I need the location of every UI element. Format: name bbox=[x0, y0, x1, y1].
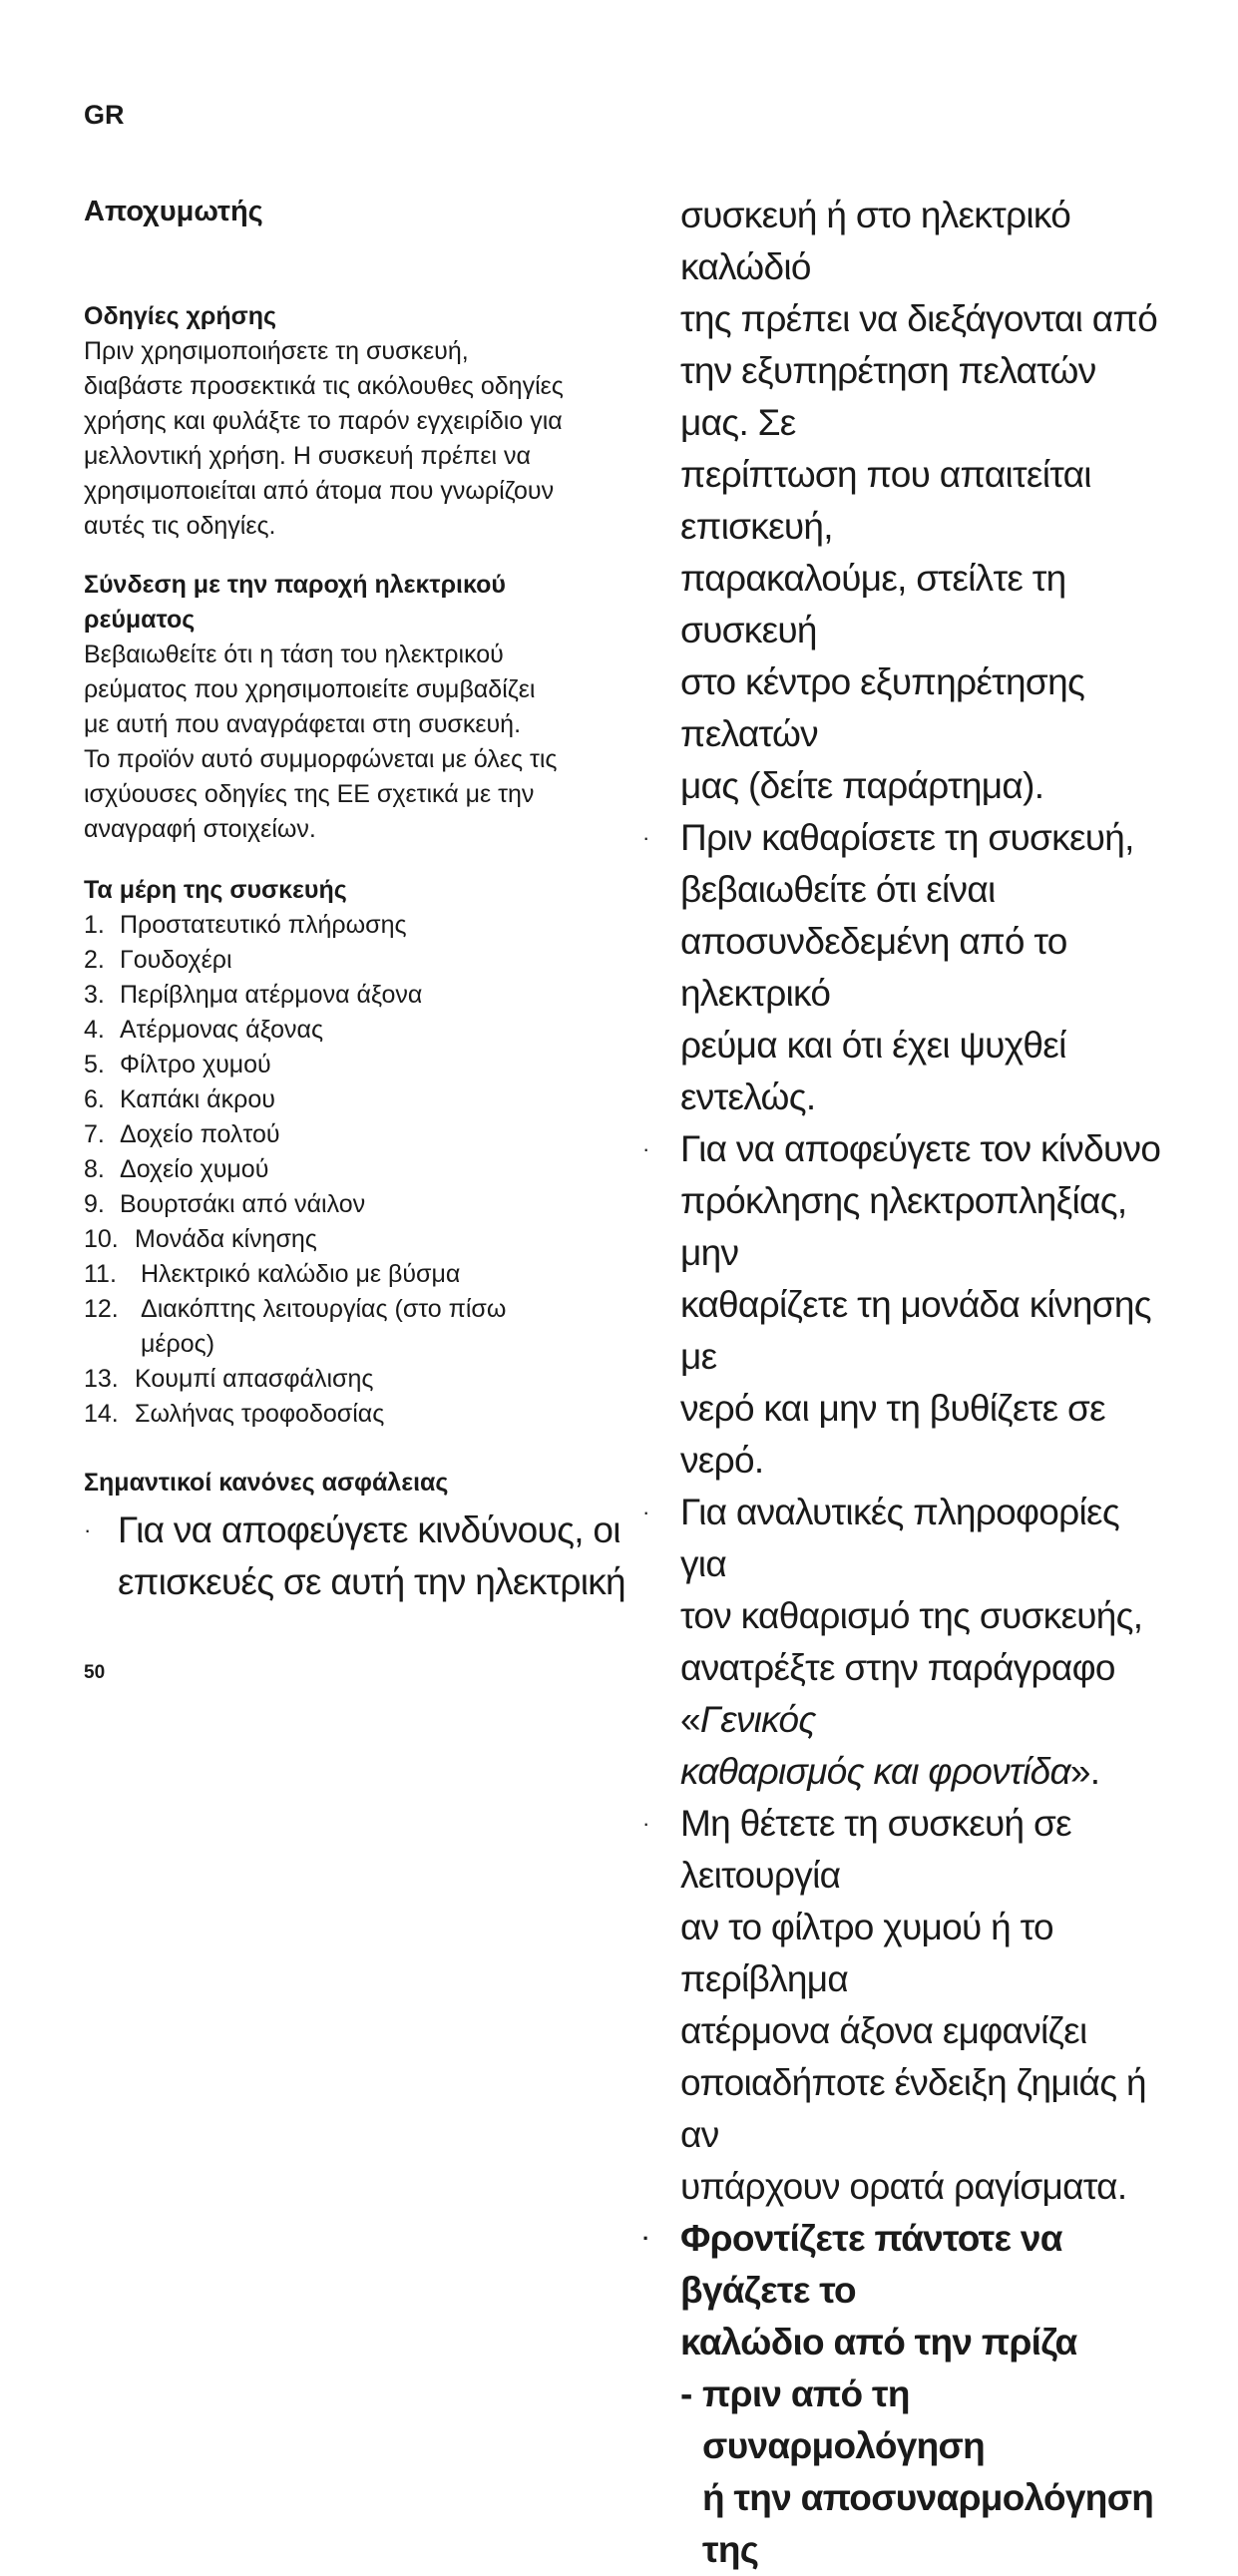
text-line: χρήσης και φυλάξτε το παρόν εγχειρίδιο για bbox=[84, 407, 563, 435]
text-line: Για να αποφεύγετε τον κίνδυνο bbox=[680, 1128, 1161, 1169]
document-title: Αποχυμωτής bbox=[84, 196, 263, 227]
text-line: βεβαιωθείτε ότι είναι bbox=[680, 869, 996, 910]
item-number: 11. bbox=[84, 1260, 117, 1288]
text-line: ρεύματος που χρησιμοποιείτε συμβαδίζει bbox=[84, 675, 536, 703]
section-reference: καθαρισμός και φροντίδα bbox=[680, 1751, 1070, 1792]
safety-list-right bbox=[642, 812, 1161, 2576]
safety-item bbox=[642, 1487, 1161, 1798]
safety-item bbox=[84, 1504, 642, 1608]
bullet-icon: · bbox=[84, 1517, 91, 1542]
heading-line: ρεύματος bbox=[84, 606, 196, 634]
item-number: 14. bbox=[84, 1400, 119, 1428]
text-line: περίπτωση που απαιτείται επισκευή, bbox=[680, 454, 1091, 547]
item-number: 6. bbox=[84, 1085, 105, 1113]
text-line: ρεύμα και ότι έχει ψυχθεί εντελώς. bbox=[680, 1025, 1066, 1117]
item-text: Δοχείο χυμού bbox=[120, 1155, 269, 1183]
safety-item bbox=[642, 2213, 1161, 2576]
text-line: οποιαδήποτε ένδειξη ζημιάς ή αν bbox=[680, 2062, 1146, 2155]
item-number: 3. bbox=[84, 981, 105, 1009]
bullet-icon: · bbox=[642, 2226, 649, 2251]
safety-heading: Σημαντικοί κανόνες ασφάλειας bbox=[84, 1469, 449, 1497]
item-number: 7. bbox=[84, 1120, 105, 1148]
item-number: 5. bbox=[84, 1051, 105, 1078]
parts-item bbox=[84, 1048, 642, 1082]
parts-item bbox=[84, 1117, 642, 1152]
dash-icon: - bbox=[680, 2373, 692, 2414]
item-text: Καπάκι άκρου bbox=[120, 1085, 275, 1113]
parts-heading: Τα μέρη της συσκευής bbox=[84, 876, 347, 904]
item-number: 9. bbox=[84, 1190, 105, 1218]
bullet-icon: · bbox=[642, 1500, 649, 1524]
item-text: Φίλτρο χυμού bbox=[120, 1051, 271, 1078]
text-line: στο κέντρο εξυπηρέτησης πελατών bbox=[680, 661, 1085, 754]
parts-item bbox=[84, 1292, 642, 1362]
item-text bbox=[141, 1292, 506, 1362]
text-line: Πριν χρησιμοποιήσετε τη συσκευή, bbox=[84, 337, 469, 365]
item-number: 12. bbox=[84, 1295, 119, 1323]
bullet-icon: · bbox=[642, 825, 649, 850]
text-line: Το προϊόν αυτό συμμορφώνεται με όλες τις bbox=[84, 745, 558, 773]
item-text: Κουμπί απασφάλισης bbox=[135, 1365, 374, 1393]
item-text: Ατέρμονας άξονας bbox=[120, 1016, 324, 1044]
item-number: 13. bbox=[84, 1365, 119, 1393]
item-text: Προστατευτικό πλήρωσης bbox=[120, 911, 407, 939]
item-text: Περίβλημα ατέρμονα άξονα bbox=[120, 981, 423, 1009]
text-line: με αυτή που αναγράφεται στη συσκευή. bbox=[84, 710, 522, 738]
left-column bbox=[84, 299, 642, 1608]
text-line: νερό και μην τη βυθίζετε σε νερό. bbox=[680, 1388, 1105, 1481]
text-line: μελλοντική χρήση. Η συσκευή πρέπει να bbox=[84, 442, 531, 470]
text-line: Φροντίζετε πάντοτε να βγάζετε το bbox=[680, 2218, 1062, 2311]
text-line: τον καθαρισμό της συσκευής, bbox=[680, 1595, 1143, 1636]
item-number: 4. bbox=[84, 1016, 105, 1044]
safety-item-continuation bbox=[642, 190, 1161, 812]
text-line: Πριν καθαρίσετε τη συσκευή, bbox=[680, 817, 1134, 858]
text-line: Μη θέτετε τη συσκευή σε λειτουργία bbox=[680, 1803, 1071, 1896]
parts-item bbox=[84, 1222, 642, 1257]
text-fragment: ανατρέξτε στην παράγραφο « bbox=[680, 1647, 1115, 1740]
item-number: 10. bbox=[84, 1225, 119, 1253]
text-line bbox=[680, 1751, 1099, 1792]
text-line: Για αναλυτικές πληροφορίες για bbox=[680, 1492, 1119, 1584]
text-line: ή την αποσυναρμολόγηση της bbox=[702, 2477, 1154, 2570]
text-line: καλώδιο από την πρίζα bbox=[680, 2322, 1077, 2362]
item-text: Βουρτσάκι από νάιλον bbox=[120, 1190, 366, 1218]
safety-item bbox=[642, 1798, 1161, 2213]
text-line: αν το φίλτρο χυμού ή το περίβλημα bbox=[680, 1907, 1053, 1999]
page-number: 50 bbox=[84, 1662, 106, 1683]
text-line: παρακαλούμε, στείλτε τη συσκευή bbox=[680, 558, 1066, 650]
item-text: Σωλήνας τροφοδοσίας bbox=[135, 1400, 385, 1428]
safety-list-left bbox=[84, 1504, 642, 1608]
parts-item bbox=[84, 1013, 642, 1048]
parts-item bbox=[84, 1397, 642, 1432]
text-line: καθαρίζετε τη μονάδα κίνησης με bbox=[680, 1284, 1151, 1377]
text-line: επισκευές σε αυτή την ηλεκτρική bbox=[118, 1561, 625, 1602]
text-line bbox=[680, 1647, 1115, 1740]
text-line: αυτές τις οδηγίες. bbox=[84, 512, 276, 540]
text-line: συσκευή ή στο ηλεκτρικό καλώδιό bbox=[680, 195, 1071, 287]
text-line: Διακόπτης λειτουργίας (στο πίσω bbox=[141, 1295, 507, 1323]
text-line: διαβάστε προσεκτικά τις ακόλουθες οδηγίες bbox=[84, 372, 564, 400]
parts-item bbox=[84, 978, 642, 1013]
parts-item bbox=[84, 1187, 642, 1222]
parts-item bbox=[84, 1152, 642, 1187]
item-number: 1. bbox=[84, 911, 105, 939]
text-line: Για να αποφεύγετε κινδύνους, οι bbox=[118, 1509, 620, 1550]
right-column bbox=[642, 190, 1161, 2576]
item-text: Γουδοχέρι bbox=[120, 946, 232, 974]
bullet-icon: · bbox=[642, 1811, 649, 1836]
parts-item bbox=[84, 943, 642, 978]
text-line: αναγραφή στοιχείων. bbox=[84, 815, 316, 843]
text-fragment: ». bbox=[1069, 1751, 1100, 1792]
item-number: 2. bbox=[84, 946, 105, 974]
usage-text bbox=[84, 334, 642, 544]
item-text: Δοχείο πολτού bbox=[120, 1120, 280, 1148]
usage-heading: Οδηγίες χρήσης bbox=[84, 302, 277, 330]
text-line: υπάρχουν ορατά ραγίσματα. bbox=[680, 2166, 1127, 2207]
bullet-icon: · bbox=[642, 1136, 649, 1161]
text-line: πρόκλησης ηλεκτροπληξίας, μην bbox=[680, 1180, 1127, 1273]
text-line: ατέρμονα άξονα εμφανίζει bbox=[680, 2010, 1087, 2051]
parts-item bbox=[84, 1082, 642, 1117]
power-heading bbox=[84, 568, 642, 638]
parts-item bbox=[84, 1257, 642, 1292]
safety-item bbox=[642, 812, 1161, 1123]
item-text: Ηλεκτρικό καλώδιο με βύσμα bbox=[141, 1260, 461, 1288]
power-text bbox=[84, 638, 642, 847]
parts-item bbox=[84, 1362, 642, 1397]
section-reference: Γενικός bbox=[699, 1699, 816, 1740]
heading-line: Σύνδεση με την παροχή ηλεκτρικού bbox=[84, 571, 506, 599]
item-text: Μονάδα κίνησης bbox=[135, 1225, 317, 1253]
language-code: GR bbox=[84, 100, 125, 130]
safety-item bbox=[642, 1123, 1161, 1487]
text-line: ισχύουσες οδηγίες της ΕΕ σχετικά με την bbox=[84, 780, 535, 808]
text-line: πριν από τη συναρμολόγηση bbox=[702, 2373, 986, 2466]
text-line: αποσυνδεδεμένη από το ηλεκτρικό bbox=[680, 921, 1067, 1014]
text-line: χρησιμοποιείται από άτομα που γνωρίζουν bbox=[84, 477, 555, 505]
text-line: Βεβαιωθείτε ότι η τάση του ηλεκτρικού bbox=[84, 641, 504, 668]
text-line: της πρέπει να διεξάγονται από bbox=[680, 298, 1158, 339]
text-line: μέρος) bbox=[141, 1330, 215, 1358]
text-line: την εξυπηρέτηση πελατών μας. Σε bbox=[680, 350, 1096, 443]
text-line: μας (δείτε παράρτημα). bbox=[680, 765, 1044, 806]
item-number: 8. bbox=[84, 1155, 105, 1183]
sub-item bbox=[680, 2368, 1161, 2576]
parts-list bbox=[84, 908, 642, 1432]
parts-item bbox=[84, 908, 642, 943]
sub-item-text bbox=[702, 2368, 1161, 2576]
